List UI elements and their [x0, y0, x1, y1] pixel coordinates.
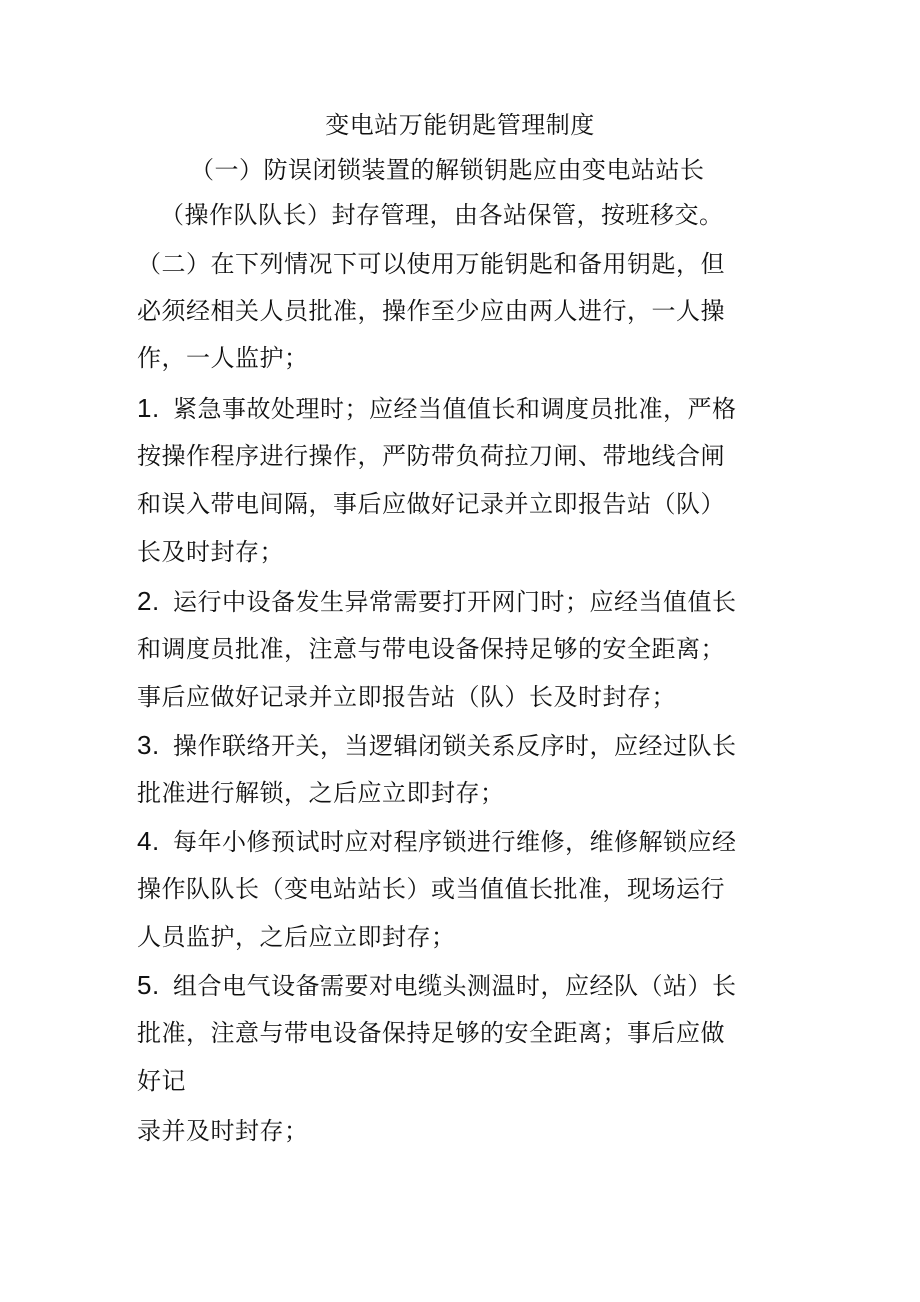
list-text: 组合电气设备需要对电缆头测温时，应经队（站）长	[173, 972, 737, 1000]
paragraph-line: 和调度员批准，注意与带电设备保持足够的安全距离；	[137, 635, 725, 663]
list-number: 5.	[137, 970, 160, 1000]
paragraph-line: 作，一人监护；	[137, 344, 309, 372]
paragraph-line: （一）防误闭锁装置的解锁钥匙应由变电站站长	[190, 156, 705, 184]
paragraph-line: 操作队队长（变电站站长）或当值值长批准，现场运行	[137, 875, 725, 903]
paragraph-line: 人员监护，之后应立即封存；	[137, 923, 456, 951]
paragraph-line: 录并及时封存；	[137, 1117, 309, 1145]
paragraph-line: （操作队队长）封存管理，由各站保管，按班移交。	[160, 201, 724, 229]
paragraph-line: （二）在下列情况下可以使用万能钥匙和备用钥匙，但	[137, 250, 725, 278]
paragraph-line: 必须经相关人员批准，操作至少应由两人进行，一人操	[137, 297, 725, 325]
list-number: 2.	[137, 586, 160, 616]
list-text: 运行中设备发生异常需要打开网门时；应经当值值长	[173, 588, 737, 616]
paragraph-line: 批准，注意与带电设备保持足够的安全距离；事后应做	[137, 1019, 725, 1047]
paragraph-line: 批准进行解锁，之后应立即封存；	[137, 779, 505, 807]
list-text: 操作联络开关，当逻辑闭锁关系反序时，应经过队长	[173, 732, 737, 760]
list-item-1	[137, 393, 737, 424]
list-text: 每年小修预试时应对程序锁进行维修，维修解锁应经	[173, 828, 737, 856]
paragraph-line: 事后应做好记录并立即报告站（队）长及时封存；	[137, 683, 676, 711]
list-item-4	[137, 826, 737, 857]
list-item-5	[137, 970, 737, 1001]
paragraph-line: 和误入带电间隔，事后应做好记录并立即报告站（队）	[137, 490, 725, 518]
list-item-2	[137, 586, 737, 617]
list-text: 紧急事故处理时；应经当值值长和调度员批准，严格	[173, 395, 737, 423]
list-number: 3.	[137, 730, 160, 760]
document-title: 变电站万能钥匙管理制度	[325, 111, 595, 139]
list-number: 1.	[137, 393, 160, 423]
paragraph-line: 按操作程序进行操作，严防带负荷拉刀闸、带地线合闸	[137, 442, 725, 470]
paragraph-line: 长及时封存；	[137, 538, 284, 566]
list-item-3	[137, 730, 737, 761]
list-number: 4.	[137, 826, 160, 856]
paragraph-line: 好记	[137, 1067, 186, 1095]
